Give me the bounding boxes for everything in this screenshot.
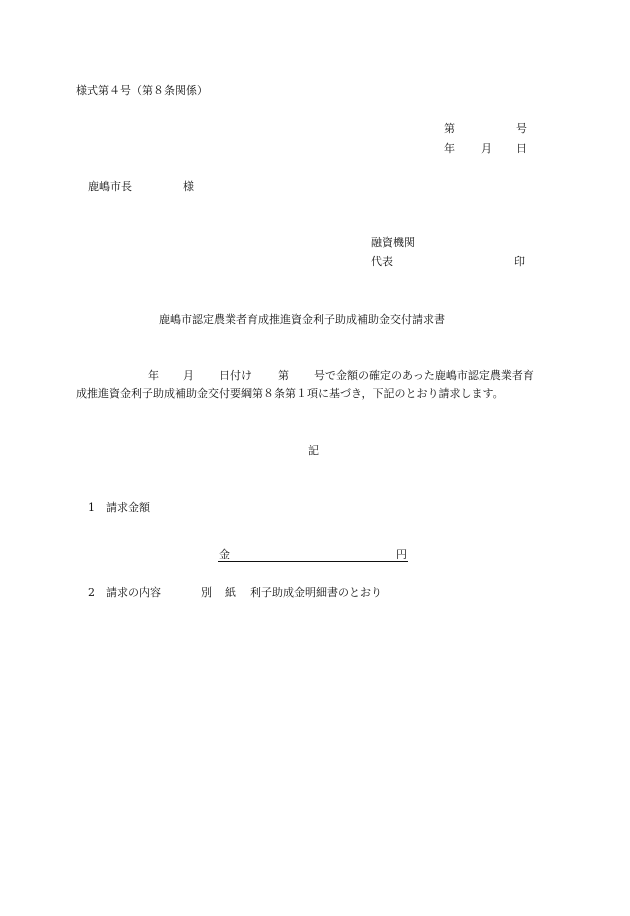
amount-suffix: 円	[396, 548, 407, 561]
body-month: 月	[183, 369, 194, 382]
item2-detail-text: 利子助成金明細書のとおり	[250, 586, 382, 599]
item2-number: 2	[88, 586, 95, 599]
item2-detail-shi: 紙	[225, 586, 236, 599]
document-number-prefix: 第	[444, 122, 455, 135]
body-text-line1: 号で金額の確定のあった鹿嶋市認定農業者育	[314, 369, 534, 382]
ki-heading: 記	[308, 444, 319, 457]
amount-underline	[218, 561, 408, 562]
body-number-prefix: 第	[278, 369, 289, 382]
document-number-suffix: 号	[516, 122, 527, 135]
document-title: 鹿嶋市認定農業者育成推進資金利子助成補助金交付請求書	[159, 313, 445, 326]
item1-label: 請求金額	[106, 501, 150, 514]
body-date-suffix: 日付け	[219, 369, 252, 382]
item2-label: 請求の内容	[106, 586, 161, 599]
amount-prefix: 金	[219, 548, 230, 561]
addressee-honorific: 様	[183, 180, 194, 193]
addressee-name: 鹿嶋市長	[88, 180, 132, 193]
financial-institution-label: 融資機関	[371, 236, 415, 249]
form-style-number: 様式第４号（第８条関係）	[76, 84, 208, 97]
item2-detail-betsu: 別	[201, 586, 212, 599]
body-year: 年	[148, 369, 159, 382]
body-text-line2: 成推進資金利子助成補助金交付要綱第８条第１項に基づき，下記のとおり請求します。	[76, 387, 504, 400]
date-month: 月	[481, 142, 492, 155]
date-day: 日	[516, 142, 527, 155]
item1-number: 1	[88, 501, 95, 514]
representative-label: 代表	[371, 255, 393, 268]
date-year: 年	[444, 142, 455, 155]
seal-mark: 印	[514, 255, 525, 268]
